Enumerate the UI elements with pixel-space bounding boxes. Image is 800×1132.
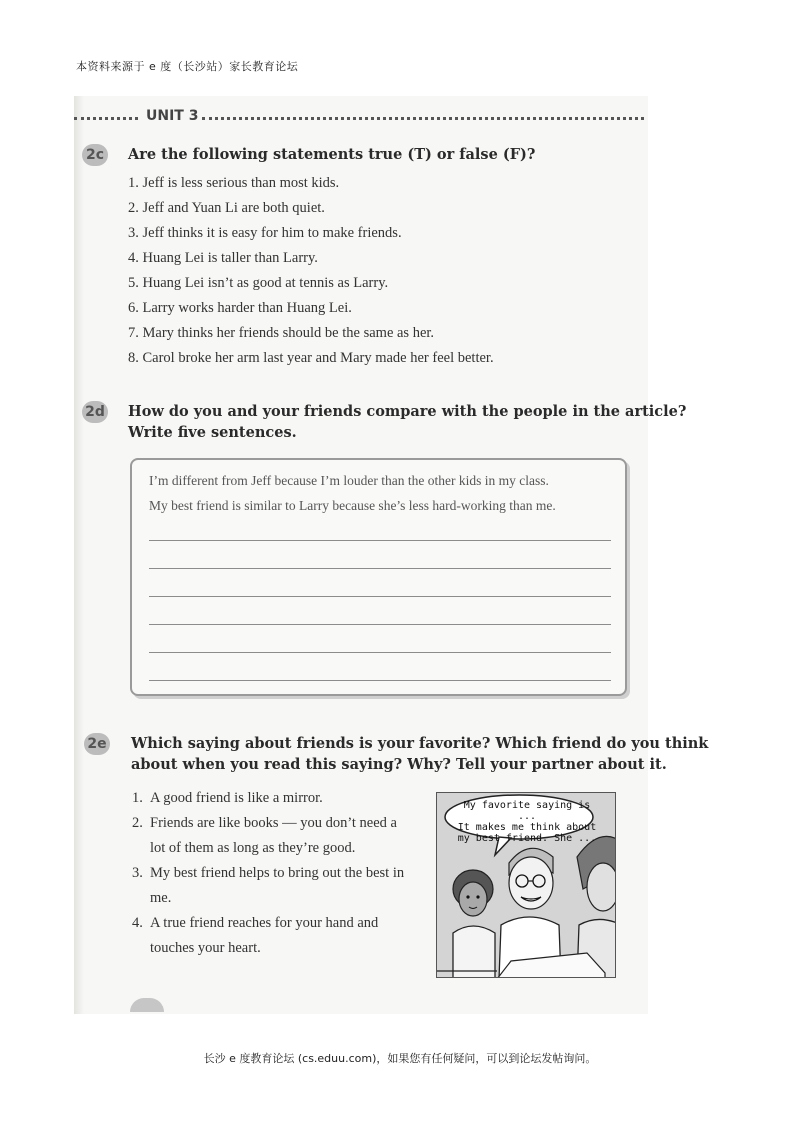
saying-item [132,786,422,811]
bubble-line: My favorite saying is ... [463,800,591,822]
saying-text: Friends are like books — you don’t need a lot of them as long as they’re good. [150,815,397,856]
section-2d-instruction-line1: How do you and your friends compare with the people in the article? [128,403,687,420]
statement-item: 7. Mary thinks her friends should be the same as her. [128,325,435,341]
writing-line[interactable] [149,596,611,597]
saying-item [132,911,422,961]
section-badge-2d: 2d [82,401,108,423]
saying-item [132,811,422,861]
unit-label: UNIT 3 [146,108,199,124]
section-badge-2e: 2e [84,733,110,755]
bubble-line: It makes me think about [457,822,597,833]
dotted-rule-right [202,117,644,120]
section-2e-instruction-line2: about when you read this saying? Why? Tell your partner about it. [131,756,667,773]
section-2e-instruction-line1: Which saying about friends is your favorite? Which friend do you think [131,735,709,752]
statement-item: 5. Huang Lei isn’t as good at tennis as Larry. [128,275,389,291]
section-badge-2c: 2c [82,144,108,166]
sayings-list [132,786,422,961]
saying-number: 2. [132,815,143,831]
saying-text: A true friend reaches for your hand and touches your heart. [150,915,379,956]
section-2d-instruction-line2: Write five sentences. [128,424,297,441]
scan-edge-shadow [74,96,84,1014]
statement-item: 1. Jeff is less serious than most kids. [128,175,340,191]
bubble-line: my best friend. She ... [457,833,597,844]
writing-line[interactable] [149,540,611,541]
writing-line[interactable] [149,652,611,653]
unit-header [74,108,648,128]
statement-item: 8. Carol broke her arm last year and Mary made her feel better. [128,350,494,366]
saying-number: 4. [132,915,143,931]
writing-line[interactable] [149,624,611,625]
saying-text: My best friend helps to bring out the best in me. [150,865,405,906]
writing-line[interactable] [149,568,611,569]
section-2c-instruction: Are the following statements true (T) or false (F)? [128,146,536,163]
source-header-note: 本资料来源于 e 度（长沙站）家长教育论坛 [76,60,299,73]
saying-number: 3. [132,865,143,881]
saying-item [132,861,422,911]
writing-line[interactable] [149,680,611,681]
speech-bubble-text [452,800,602,844]
example-sentence-1: I’m different from Jeff because I’m louder than the other kids in my class. [149,473,549,488]
example-sentence-2: My best friend is similar to Larry because she’s less hard-working than me. [149,498,556,513]
statement-item: 6. Larry works harder than Huang Lei. [128,300,352,316]
statement-item: 3. Jeff thinks it is easy for him to make friends. [128,225,402,241]
statement-item: 4. Huang Lei is taller than Larry. [128,250,318,266]
saying-text: A good friend is like a mirror. [150,790,323,806]
dotted-rule-left [74,117,138,120]
statement-item: 2. Jeff and Yuan Li are both quiet. [128,200,325,216]
writing-box[interactable] [130,458,627,696]
source-footer-note: 长沙 e 度教育论坛 (cs.eduu.com)，如果您有任何疑问，可以到论坛发帖询问。 [203,1052,597,1065]
saying-number: 1. [132,790,143,806]
statement-list [128,171,494,371]
